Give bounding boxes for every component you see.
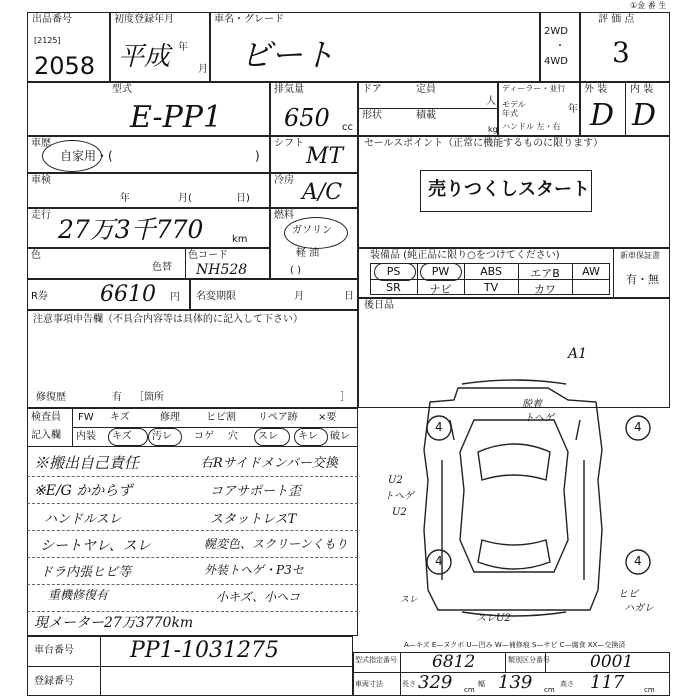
equip-ps: PS: [386, 265, 401, 278]
height-unit: cm: [644, 686, 655, 694]
mark-peel-1: トヘゲ: [524, 413, 554, 424]
color-change-label: 色替: [152, 262, 172, 273]
first-reg-month: 月: [198, 64, 208, 75]
insp-crack: ヒビ割: [206, 412, 236, 423]
height-value: 117: [590, 672, 625, 693]
insp2-rub: スレ: [258, 431, 278, 442]
tire-rl: 4: [435, 554, 443, 568]
sales-point-stamp: 売りつくしスタート: [428, 179, 590, 200]
recycle-label: R券: [31, 291, 48, 302]
drive-dot: ・: [555, 41, 565, 52]
model-value: E-PP1: [130, 100, 223, 135]
fuel-gasoline: ガソリン: [292, 225, 332, 236]
name-change-month: 月: [294, 291, 304, 302]
mark-rub-2: スレU2: [476, 613, 511, 624]
mileage-unit: km: [232, 234, 248, 245]
category-label: 類別区分番号: [508, 656, 550, 664]
score-value: 3: [612, 36, 630, 69]
mark-u2-1: U2: [388, 475, 403, 486]
model-cert-label: 型式指定番号: [355, 656, 397, 664]
shift-value: MT: [306, 144, 344, 169]
after-item-label: 後日品: [364, 300, 394, 311]
mark-crack: ヒビ: [618, 589, 638, 600]
inspection-month: 月(: [178, 193, 192, 204]
equip-aw: AW: [582, 265, 600, 278]
insp2-tear: 破レ: [330, 431, 350, 442]
lot-number: 2058: [34, 52, 96, 80]
notes-title: 注意事項申告欄（不具合内容等は具体的に記入して下さい）: [33, 314, 303, 325]
mileage-label: 走行: [31, 210, 51, 221]
insp2-cut-circle: [294, 428, 328, 446]
lot-number-sub: [2125]: [34, 36, 61, 45]
comment-left-3: ハンドルスレ: [44, 512, 122, 527]
repair-history-value: 有: [112, 392, 122, 403]
width-value: 139: [498, 672, 533, 693]
repair-history-place: ［箇所: [134, 392, 164, 403]
size-label: 車両寸法: [355, 680, 383, 688]
displacement-unit: cc: [342, 122, 353, 133]
sales-point-label: セールスポイント（正常に機能するものに限ります）: [364, 138, 604, 149]
mark-peel-3: ハガレ: [624, 603, 654, 614]
damage-legend: A—キズ E—ヌクボ U—凹み W—補修痕 S—サビ C—腐食 XX—交換済: [404, 641, 626, 649]
comment-left-2: ※E/G かからず: [34, 483, 133, 499]
mark-rub-1: スレ: [400, 595, 419, 605]
drive-4wd: 4WD: [544, 56, 568, 67]
comment-left-1: ※搬出自己責任: [34, 454, 140, 472]
shift-label: シフト: [274, 138, 304, 149]
fuel-other: ( ): [290, 265, 301, 276]
equip-pw-circle: [420, 263, 462, 281]
exterior-label: 外 装: [584, 84, 608, 95]
comment-left-6: 重機修復有: [48, 588, 109, 602]
mark-u2-2: U2: [392, 507, 407, 518]
inspector-label-2: 記入欄: [31, 430, 61, 441]
equip-abs: ABS: [480, 265, 502, 278]
inspector-label-1: 検査員: [31, 412, 61, 423]
comment-right-4: 幌変色、スクリーンくもり: [204, 537, 348, 551]
capacity-label: 定員: [416, 84, 436, 95]
insp2-dirt: 汚レ: [152, 431, 172, 442]
usage-close: ): [255, 149, 260, 163]
insp2-interior: 内装: [76, 431, 96, 442]
inspection-cell: [27, 173, 270, 208]
insp-repair: 修理: [160, 412, 180, 423]
usage-label: 車歴: [31, 138, 51, 149]
fuel-diesel: 軽 油: [296, 248, 320, 259]
interior-label: 内 装: [630, 84, 654, 95]
name-change-label: 名変期限: [196, 291, 236, 302]
first-reg-label: 初度登録年月: [114, 14, 174, 25]
warranty-label: 新車保証書: [620, 251, 660, 260]
comment-left-7: 現メーター27万3770km: [34, 615, 194, 631]
color-label: 色: [31, 250, 41, 261]
color-code-label: 色コード: [188, 250, 228, 261]
equip-leather: カワ: [534, 283, 556, 296]
equip-tv: TV: [483, 281, 499, 294]
car-diagram: [358, 340, 670, 630]
equip-airbag: エアB: [530, 267, 560, 280]
inspection-year: 年: [120, 193, 130, 204]
inspection-label: 車検: [31, 175, 51, 186]
inspection-day: 日): [236, 193, 250, 204]
insp-needed: ×要: [318, 412, 337, 423]
dealer-label: ディーラー・並行: [502, 84, 566, 93]
comment-right-3: スタットレスT: [210, 512, 297, 527]
equip-navi: ナビ: [429, 283, 452, 296]
tire-rr: 4: [634, 554, 642, 568]
equipment-label: 装備品 (純正品に限り○をつけてください): [370, 250, 560, 261]
tire-fr: 4: [634, 420, 642, 434]
recycle-unit: 円: [170, 292, 180, 303]
car-name: ビート: [240, 36, 335, 74]
length-label: 長さ: [402, 680, 416, 688]
chassis-number: PP1-1031275: [130, 638, 280, 663]
chassis-label: 車台番号: [34, 645, 74, 656]
model-year-label: モデル年式: [502, 100, 526, 118]
mark-a1: A1: [568, 346, 588, 362]
displacement-value: 650: [284, 104, 330, 132]
repair-history-close: ］: [340, 392, 350, 403]
comment-right-6: 小キズ、小ヘコ: [216, 590, 301, 604]
door-label: ドア: [362, 84, 382, 95]
name-change-day: 日: [344, 291, 354, 302]
category-value: 0001: [590, 652, 634, 672]
score-label: 評 価 点: [598, 14, 635, 25]
registration-label: 登録番号: [34, 676, 74, 687]
equip-ps-circle: [374, 263, 416, 281]
insp2-dirt-circle: [148, 428, 182, 446]
insp-repair-trace: リペア跡: [258, 412, 298, 423]
tire-fl: 4: [435, 420, 443, 434]
usage-value: 自家用・(: [60, 149, 113, 163]
load-unit: kg: [488, 125, 498, 134]
width-unit: cm: [544, 686, 555, 694]
first-reg-year: 年: [178, 42, 188, 53]
insp2-cut: キレ: [298, 431, 318, 442]
equip-sr: SR: [386, 281, 401, 294]
comment-right-2: コアサポート歪: [210, 484, 302, 499]
shape-label: 形状: [362, 110, 382, 121]
comment-left-5: ドラ内張ヒビ等: [40, 565, 132, 580]
insp2-hole: 穴: [228, 431, 238, 442]
mark-detach: 脱着: [522, 399, 542, 410]
model-year-unit: 年: [568, 104, 578, 115]
lot-number-label: 出品番号: [32, 14, 72, 25]
width-label: 幅: [478, 680, 485, 688]
height-label: 高さ: [560, 680, 574, 688]
first-reg-hand: 平成: [118, 42, 171, 72]
insp2-burn: コゲ: [194, 431, 214, 442]
insp2-scratch-circle: [108, 428, 148, 446]
handle-label: ハンドル 左・右: [502, 122, 561, 131]
insp-scratch: キズ: [110, 412, 130, 423]
header-corner-text: ①金 番 生: [630, 1, 667, 10]
insp-fw: FW: [78, 412, 94, 423]
interior-grade: D: [632, 98, 657, 133]
warranty-value: 有・無: [626, 273, 659, 286]
ac-value: A/C: [302, 180, 343, 205]
model-label: 型式: [112, 84, 132, 95]
insp2-scratch: キズ: [112, 431, 132, 442]
mark-peel-2: トヘゲ: [384, 491, 414, 502]
displacement-label: 排気量: [274, 84, 304, 95]
length-unit: cm: [464, 686, 475, 694]
car-name-label: 車名・グレード: [214, 14, 284, 25]
equip-pw: PW: [431, 265, 450, 278]
insp2-rub-circle: [254, 428, 290, 446]
fuel-label: 燃料: [274, 210, 294, 221]
comment-right-1: 右Rサイドメンバー交換: [200, 456, 338, 471]
capacity-unit: 人: [486, 96, 496, 107]
drive-2wd: 2WD: [544, 26, 568, 37]
repair-history-label: 修復歴: [36, 392, 66, 403]
color-code: NH528: [196, 262, 248, 278]
model-cert-value: 6812: [432, 652, 476, 672]
exterior-grade: D: [590, 98, 615, 133]
comment-left-4: シートヤレ、スレ: [40, 538, 151, 554]
ac-label: 冷房: [274, 175, 294, 186]
length-value: 329: [418, 672, 453, 693]
load-label: 積載: [416, 110, 436, 121]
mileage-value: 27万3千770: [58, 215, 204, 244]
recycle-value: 6610: [100, 282, 156, 307]
comment-right-5: 外装トヘゲ・P3セ: [204, 563, 304, 577]
